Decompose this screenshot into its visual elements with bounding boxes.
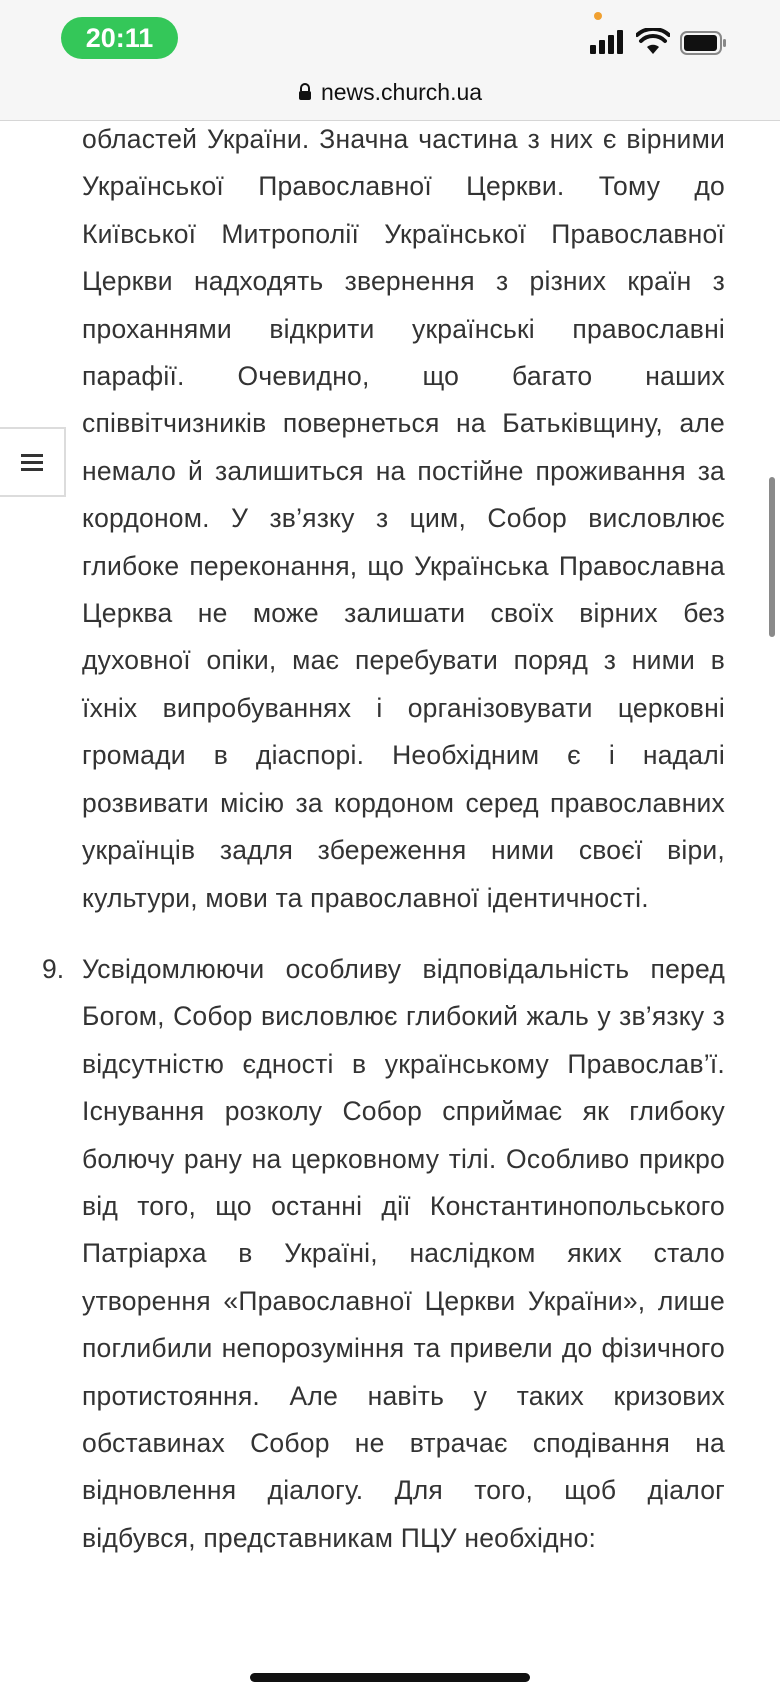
article-paragraph: областей України. Значна частина з них є вірними Української Православної Церкви. Тому до Київської Митрополії Української Православної Церкви надходять звернення з різних країн з проханнями відкрити українські православні парафії. Очевидно, що багато наших співвітчизників повернеться на Батьківщину, але немало й залишиться на постійне проживання за кордоном. У зв’язку з цим, Собор висловлює глибоке переконання, що Українська Православна Церква не може залишати своїх вірних без духовної опіки, має перебувати поряд з ними в їхніх випробуваннях і організовувати церковні громади в діаспорі. Необхідним є і надалі розвивати місію за кордоном серед православних українців задля збереження ними своєї віри, культури, мови та православної ідентичності.	[82, 124, 725, 913]
status-bar	[0, 0, 780, 121]
signal-icon	[590, 30, 628, 54]
url-text: news.church.ua	[320, 78, 483, 105]
menu-button[interactable]	[0, 427, 66, 497]
lock-icon	[298, 83, 312, 101]
privacy-indicator-dot	[594, 12, 602, 20]
list-item-text: Усвідомлюючи особливу відповідальність перед Богом, Собор висловлює глибокий жаль у зв’язку з відсутністю єдності в українському Православ’ї. Існування розколу Собор сприймає як глибоку болючу рану на церковному тілі. Особливо прикро від того, що останні дії Константинопольського Патріарха в Україні, наслідком яких стало утворення «Православної Церкви України», лише поглибили непорозуміння та привели до фізичного протистояння. Але навіть у таких кризових обставинах Собор не втрачає сподівання на відновлення діалогу. Для того, щоб діалог відбувся, представникам ПЦУ необхідно:	[82, 954, 725, 1553]
hamburger-icon	[21, 452, 43, 472]
wifi-icon	[636, 28, 670, 56]
scrollbar-thumb[interactable]	[769, 477, 775, 637]
address-bar[interactable]	[0, 74, 780, 110]
home-indicator[interactable]	[250, 1673, 530, 1682]
list-item-number: 9.	[42, 954, 65, 984]
status-time[interactable]: 20:11	[61, 17, 178, 59]
article-content	[0, 121, 780, 1687]
battery-icon	[680, 31, 726, 55]
